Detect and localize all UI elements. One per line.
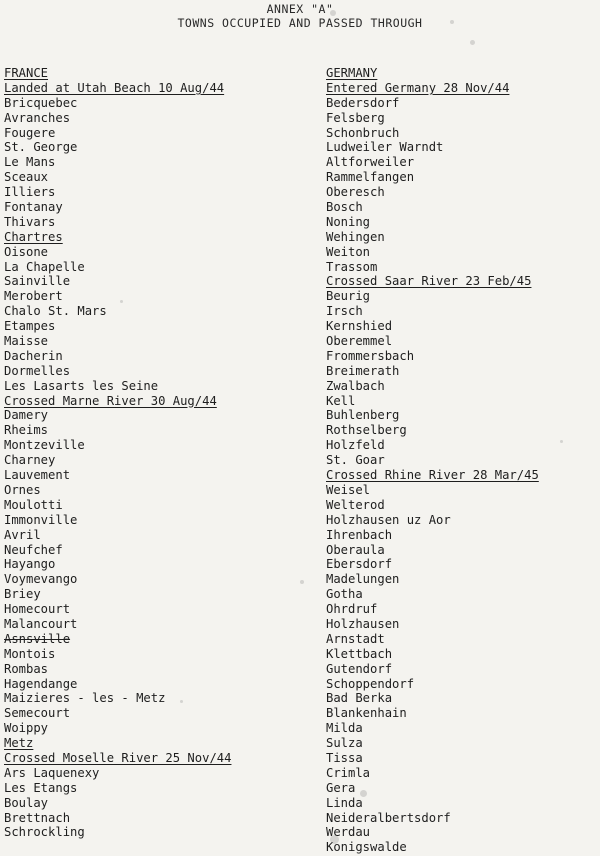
town-entry: Brettnach: [4, 810, 71, 825]
town-entry: La Chapelle: [4, 259, 85, 274]
town-entry: Illiers: [4, 185, 56, 200]
town-entry: Montzeville: [4, 438, 85, 453]
speck: [300, 580, 304, 584]
town-entry: Immonville: [4, 512, 78, 527]
town-entry: Rheims: [4, 423, 49, 438]
town-entry: Oberesch: [326, 185, 385, 200]
town-entry: Etampes: [4, 319, 56, 334]
town-entry: Arnstadt: [326, 631, 385, 646]
speck: [330, 10, 336, 16]
town-entry: Neideralbertsdorf: [326, 810, 451, 825]
annex-label: ANNEX "A": [266, 2, 334, 16]
section-heading: Crossed Rhine River 28 Mar/45: [326, 468, 539, 483]
town-entry: Schoppendorf: [326, 676, 415, 691]
town-entry: Beurig: [326, 289, 371, 304]
town-entry: Kernshied: [326, 319, 393, 334]
town-entry: Avranches: [4, 110, 71, 125]
section-heading: Chartres: [4, 229, 63, 244]
town-entry: Rammelfangen: [326, 170, 415, 185]
town-entry: Charney: [4, 453, 56, 468]
town-entry: St. Goar: [326, 453, 385, 468]
section-heading: Metz: [4, 736, 34, 751]
town-entry: Gutendorf: [326, 661, 393, 676]
town-entry: Oberemmel: [326, 334, 393, 349]
town-entry: Sceaux: [4, 170, 49, 185]
town-entry: Malancourt: [4, 616, 78, 631]
town-entry: Ohrdruf: [326, 602, 378, 617]
town-entry: Holzfeld: [326, 438, 385, 453]
town-entry: Boulay: [4, 795, 49, 810]
town-entry: Maizieres - les - Metz: [4, 691, 166, 706]
town-entry: Asnsville: [4, 631, 71, 646]
town-entry: Ornes: [4, 482, 41, 497]
town-entry: Linda: [326, 795, 363, 810]
town-entry: Moulotti: [4, 497, 63, 512]
town-entry: Holzhausen: [326, 616, 400, 631]
town-entry: Holzhausen uz Aor: [326, 512, 451, 527]
france-heading: FRANCE: [4, 66, 49, 80]
section-heading: Crossed Saar River 23 Feb/45: [326, 274, 532, 289]
town-entry: Konigswalde: [326, 840, 407, 855]
town-entry: Homecourt: [4, 602, 71, 617]
town-entry: Bricquebec: [4, 95, 78, 110]
town-entry: Blankenhain: [326, 706, 407, 721]
town-entry: Kell: [326, 393, 356, 408]
town-entry: Bad Berka: [326, 691, 393, 706]
town-entry: Weisel: [326, 482, 371, 497]
town-entry: Maisse: [4, 334, 49, 349]
town-entry: Felsberg: [326, 110, 385, 125]
town-entry: Le Mans: [4, 155, 56, 170]
town-entry: Voymevango: [4, 572, 78, 587]
town-entry: Oisone: [4, 244, 49, 259]
town-entry: Neufchef: [4, 542, 63, 557]
town-entry: Sulza: [326, 736, 363, 751]
town-entry: Les Etangs: [4, 780, 78, 795]
town-entry: Zwalbach: [326, 378, 385, 393]
town-entry: Lauvement: [4, 468, 71, 483]
town-entry: Rombas: [4, 661, 49, 676]
town-entry: Semecourt: [4, 706, 71, 721]
town-entry: Rothselberg: [326, 423, 407, 438]
speck: [560, 440, 563, 443]
germany-column: [326, 66, 596, 855]
town-entry: Noning: [326, 214, 371, 229]
town-entry: Damery: [4, 408, 49, 423]
town-entry: Oberaula: [326, 542, 385, 557]
town-entry: Avril: [4, 527, 41, 542]
town-entry: Fougere: [4, 125, 56, 140]
town-entry: Trassom: [326, 259, 378, 274]
town-entry: Thivars: [4, 214, 56, 229]
town-entry: Irsch: [326, 304, 363, 319]
town-entry: Milda: [326, 721, 363, 736]
town-entry: Chalo St. Mars: [4, 304, 107, 319]
speck: [180, 700, 183, 703]
town-entry: Klettbach: [326, 646, 393, 661]
town-entry: Merobert: [4, 289, 63, 304]
speck: [470, 40, 475, 45]
town-entry: Les Lasarts les Seine: [4, 378, 159, 393]
town-entry: Montois: [4, 646, 56, 661]
town-entry: Briey: [4, 587, 41, 602]
town-entry: Werdau: [326, 825, 371, 840]
town-entry: St. George: [4, 140, 78, 155]
town-entry: Hayango: [4, 557, 56, 572]
town-entry: Bosch: [326, 200, 363, 215]
town-entry: Welterod: [326, 497, 385, 512]
town-entry: Ars Laquenexy: [4, 765, 100, 780]
speck: [330, 835, 339, 844]
town-entry: Madelungen: [326, 572, 400, 587]
town-entry: Fontanay: [4, 200, 63, 215]
town-entry: Frommersbach: [326, 348, 415, 363]
town-entry: Altforweiler: [326, 155, 415, 170]
town-entry: Sainville: [4, 274, 71, 289]
town-entry: Gotha: [326, 587, 363, 602]
town-entry: Dacherin: [4, 348, 63, 363]
section-heading: Crossed Moselle River 25 Nov/44: [4, 750, 232, 765]
town-entry: Hagendange: [4, 676, 78, 691]
town-entry: Weiton: [326, 244, 371, 259]
section-heading: Entered Germany 28 Nov/44: [326, 80, 510, 95]
town-entry: Tissa: [326, 750, 363, 765]
town-entry: Schonbruch: [326, 125, 400, 140]
speck: [360, 790, 367, 797]
town-entry: Ebersdorf: [326, 557, 393, 572]
town-entry: Woippy: [4, 721, 49, 736]
town-entry: Wehingen: [326, 229, 385, 244]
france-column: [4, 66, 304, 840]
document-title: TOWNS OCCUPIED AND PASSED THROUGH: [177, 16, 423, 30]
town-entry: Buhlenberg: [326, 408, 400, 423]
speck: [120, 300, 123, 303]
town-entry: Gera: [326, 780, 356, 795]
section-heading: Crossed Marne River 30 Aug/44: [4, 393, 217, 408]
town-entry: Bedersdorf: [326, 95, 400, 110]
section-heading: Landed at Utah Beach 10 Aug/44: [4, 80, 225, 95]
germany-heading: GERMANY: [326, 66, 378, 80]
town-entry: Ihrenbach: [326, 527, 393, 542]
town-entry: Dormelles: [4, 363, 71, 378]
town-entry: Ludweiler Warndt: [326, 140, 444, 155]
town-entry: Schrockling: [4, 825, 85, 840]
speck: [450, 20, 454, 24]
town-entry: Breimerath: [326, 363, 400, 378]
town-entry: Crimla: [326, 765, 371, 780]
